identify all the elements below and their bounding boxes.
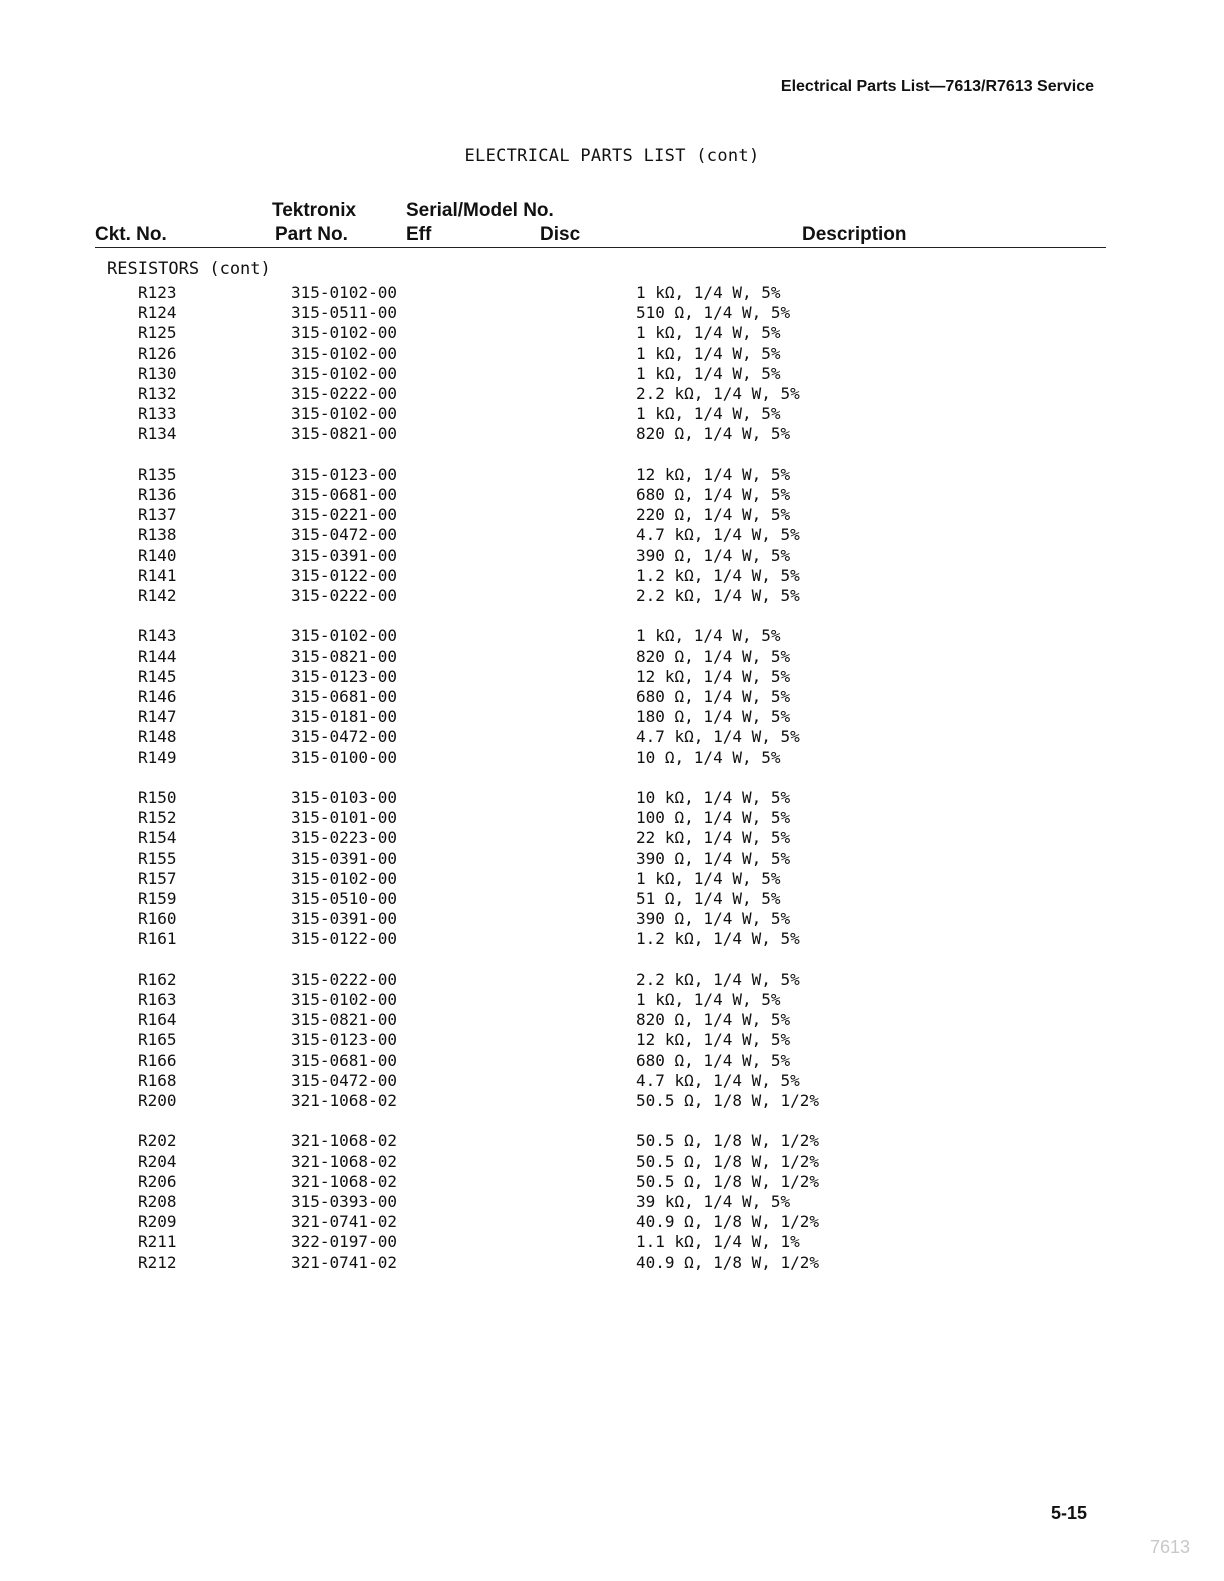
description-cell: 2.2 kΩ, 1/4 W, 5%: [636, 384, 800, 403]
description-cell: 1 kΩ, 1/4 W, 5%: [636, 323, 781, 343]
part-no-cell: 321-0741-02: [291, 1252, 397, 1272]
description-cell: 4.7 kΩ, 1/4 W, 5%: [636, 727, 800, 747]
part-no-cell: 315-0102-00: [291, 404, 397, 424]
description-cell: 180 Ω, 1/4 W, 5%: [636, 707, 791, 727]
part-no-cell: 315-0223-00: [291, 828, 397, 848]
ckt-no-cell: R206: [138, 1171, 177, 1191]
part-no-cell: 315-0102-00: [291, 990, 397, 1009]
column-header-serial-model: Serial/Model No.: [406, 200, 554, 221]
scan-watermark: 7613: [1150, 1537, 1191, 1557]
column-header-eff: Eff: [406, 224, 432, 245]
description-cell: 510 Ω, 1/4 W, 5%: [636, 303, 791, 323]
table-row: [0, 1131, 1224, 1151]
description-cell: 1.2 kΩ, 1/4 W, 5%: [636, 565, 800, 585]
description-cell: 390 Ω, 1/4 W, 5%: [636, 909, 791, 929]
part-no-cell: 315-0122-00: [291, 929, 397, 949]
ckt-no-cell: R143: [138, 626, 177, 646]
table-row: [0, 869, 1224, 889]
table-row: [0, 1253, 1224, 1273]
part-no-cell: 321-1068-02: [291, 1151, 397, 1171]
description-cell: 51 Ω, 1/4 W, 5%: [636, 889, 781, 908]
ckt-no-cell: R209: [138, 1212, 177, 1232]
table-row: [0, 546, 1224, 566]
table-row: [0, 909, 1224, 929]
table-row: [0, 1192, 1224, 1212]
part-no-cell: 321-1068-02: [291, 1171, 397, 1191]
part-no-cell: 315-0681-00: [291, 485, 397, 504]
ckt-no-cell: R141: [138, 565, 177, 585]
part-no-cell: 315-0222-00: [291, 586, 397, 605]
ckt-no-cell: R162: [138, 969, 177, 989]
ckt-no-cell: R211: [138, 1232, 177, 1252]
part-no-cell: 315-0123-00: [291, 464, 397, 484]
ckt-no-cell: R166: [138, 1050, 177, 1070]
description-cell: 10 kΩ, 1/4 W, 5%: [636, 788, 791, 807]
ckt-no-cell: R152: [138, 808, 177, 828]
ckt-no-cell: R163: [138, 990, 177, 1009]
table-row: [0, 707, 1224, 727]
part-no-cell: 315-0123-00: [291, 1030, 397, 1050]
part-no-cell: 315-0102-00: [291, 323, 397, 343]
part-no-cell: 315-0391-00: [291, 545, 397, 565]
page-title: ELECTRICAL PARTS LIST (cont): [464, 146, 760, 166]
description-cell: 2.2 kΩ, 1/4 W, 5%: [636, 586, 800, 605]
part-no-cell: 315-0821-00: [291, 1010, 397, 1030]
description-cell: 1 kΩ, 1/4 W, 5%: [636, 990, 781, 1009]
part-no-cell: 315-0100-00: [291, 747, 397, 767]
table-row: [0, 990, 1224, 1010]
ckt-no-cell: R149: [138, 747, 177, 767]
header-rule: [95, 247, 1106, 248]
description-cell: 1 kΩ, 1/4 W, 5%: [636, 626, 781, 646]
part-no-cell: 315-0181-00: [291, 707, 397, 727]
ckt-no-cell: R142: [138, 586, 177, 605]
table-row: [0, 626, 1224, 646]
description-cell: 10 Ω, 1/4 W, 5%: [636, 747, 781, 767]
ckt-no-cell: R200: [138, 1091, 177, 1110]
table-row: [0, 566, 1224, 586]
description-cell: 390 Ω, 1/4 W, 5%: [636, 545, 791, 565]
table-row: [0, 384, 1224, 404]
ckt-no-cell: R208: [138, 1192, 177, 1211]
description-cell: 820 Ω, 1/4 W, 5%: [636, 1010, 791, 1030]
column-header-tektronix: Tektronix: [272, 200, 357, 221]
table-row: [0, 929, 1224, 949]
ckt-no-cell: R130: [138, 363, 177, 383]
running-header: Electrical Parts List—7613/R7613 Service: [780, 78, 1094, 95]
part-no-cell: 315-0472-00: [291, 727, 397, 747]
ckt-no-cell: R165: [138, 1030, 177, 1050]
description-cell: 4.7 kΩ, 1/4 W, 5%: [636, 1070, 800, 1090]
description-cell: 1.1 kΩ, 1/4 W, 1%: [636, 1232, 800, 1252]
part-no-cell: 315-0222-00: [291, 969, 397, 989]
ckt-no-cell: R146: [138, 687, 177, 706]
table-row: [0, 485, 1224, 505]
table-row: [0, 303, 1224, 323]
table-row: [0, 1232, 1224, 1252]
ckt-no-cell: R202: [138, 1131, 177, 1151]
ckt-no-cell: R145: [138, 666, 177, 686]
description-cell: 4.7 kΩ, 1/4 W, 5%: [636, 525, 800, 545]
part-no-cell: 315-0511-00: [291, 303, 397, 323]
ckt-no-cell: R147: [138, 707, 177, 727]
description-cell: 820 Ω, 1/4 W, 5%: [636, 646, 791, 666]
part-no-cell: 315-0102-00: [291, 283, 397, 302]
part-no-cell: 315-0222-00: [291, 384, 397, 403]
description-cell: 680 Ω, 1/4 W, 5%: [636, 1050, 791, 1070]
table-row: [0, 748, 1224, 768]
ckt-no-cell: R135: [138, 464, 177, 484]
ckt-no-cell: R137: [138, 505, 177, 525]
description-cell: 12 kΩ, 1/4 W, 5%: [636, 1030, 791, 1050]
part-no-cell: 315-0123-00: [291, 666, 397, 686]
part-no-cell: 315-0102-00: [291, 868, 397, 888]
part-no-cell: 315-0472-00: [291, 525, 397, 545]
table-row: [0, 344, 1224, 364]
description-cell: 220 Ω, 1/4 W, 5%: [636, 505, 791, 525]
description-cell: 50.5 Ω, 1/8 W, 1/2%: [636, 1131, 820, 1151]
table-row: [0, 970, 1224, 990]
ckt-no-cell: R204: [138, 1151, 177, 1171]
part-no-cell: 315-0510-00: [291, 889, 397, 908]
ckt-no-cell: R123: [138, 283, 177, 302]
ckt-no-cell: R212: [138, 1252, 177, 1272]
part-no-cell: 321-1068-02: [291, 1091, 397, 1110]
part-no-cell: 315-0391-00: [291, 909, 397, 929]
description-cell: 1 kΩ, 1/4 W, 5%: [636, 343, 781, 363]
description-cell: 12 kΩ, 1/4 W, 5%: [636, 666, 791, 686]
part-no-cell: 315-0221-00: [291, 505, 397, 525]
description-cell: 680 Ω, 1/4 W, 5%: [636, 687, 791, 706]
ckt-no-cell: R150: [138, 788, 177, 807]
table-row: [0, 1051, 1224, 1071]
table-row: [0, 1172, 1224, 1192]
description-cell: 820 Ω, 1/4 W, 5%: [636, 424, 791, 444]
ckt-no-cell: R155: [138, 848, 177, 868]
table-row: [0, 1212, 1224, 1232]
part-no-cell: 322-0197-00: [291, 1232, 397, 1252]
table-row: [0, 424, 1224, 444]
ckt-no-cell: R168: [138, 1070, 177, 1090]
part-no-cell: 315-0681-00: [291, 687, 397, 706]
ckt-no-cell: R124: [138, 303, 177, 323]
ckt-no-cell: R164: [138, 1010, 177, 1030]
description-cell: 680 Ω, 1/4 W, 5%: [636, 485, 791, 504]
table-row: [0, 828, 1224, 848]
table-row: [0, 849, 1224, 869]
part-no-cell: 315-0103-00: [291, 788, 397, 807]
description-cell: 100 Ω, 1/4 W, 5%: [636, 808, 791, 828]
part-no-cell: 315-0821-00: [291, 424, 397, 444]
table-row: [0, 667, 1224, 687]
ckt-no-cell: R148: [138, 727, 177, 747]
part-no-cell: 321-0741-02: [291, 1212, 397, 1232]
description-cell: 40.9 Ω, 1/8 W, 1/2%: [636, 1252, 820, 1272]
part-no-cell: 315-0391-00: [291, 848, 397, 868]
table-row: [0, 889, 1224, 909]
table-row: [0, 1030, 1224, 1050]
table-row: [0, 323, 1224, 343]
ckt-no-cell: R133: [138, 404, 177, 424]
ckt-no-cell: R161: [138, 929, 177, 949]
part-no-cell: 315-0472-00: [291, 1070, 397, 1090]
description-cell: 1 kΩ, 1/4 W, 5%: [636, 868, 781, 888]
column-header-description: Description: [802, 224, 907, 245]
ckt-no-cell: R132: [138, 384, 177, 403]
part-no-cell: 315-0102-00: [291, 363, 397, 383]
description-cell: 50.5 Ω, 1/8 W, 1/2%: [636, 1151, 820, 1171]
ckt-no-cell: R134: [138, 424, 177, 444]
ckt-no-cell: R159: [138, 889, 177, 908]
part-no-cell: 321-1068-02: [291, 1131, 397, 1151]
ckt-no-cell: R138: [138, 525, 177, 545]
column-header-part-no: Part No.: [275, 224, 348, 245]
table-row: [0, 1010, 1224, 1030]
description-cell: 50.5 Ω, 1/8 W, 1/2%: [636, 1091, 820, 1110]
column-header-ckt-no: Ckt. No.: [95, 224, 167, 245]
table-row: [0, 586, 1224, 606]
page-number: 5-15: [1051, 1503, 1088, 1523]
table-row: [0, 687, 1224, 707]
ckt-no-cell: R144: [138, 646, 177, 666]
part-no-cell: 315-0681-00: [291, 1050, 397, 1070]
description-cell: 22 kΩ, 1/4 W, 5%: [636, 828, 791, 848]
description-cell: 1 kΩ, 1/4 W, 5%: [636, 404, 781, 424]
part-no-cell: 315-0821-00: [291, 646, 397, 666]
description-cell: 1 kΩ, 1/4 W, 5%: [636, 283, 781, 302]
table-row: [0, 505, 1224, 525]
ckt-no-cell: R136: [138, 485, 177, 504]
description-cell: 2.2 kΩ, 1/4 W, 5%: [636, 969, 800, 989]
table-row: [0, 283, 1224, 303]
table-row: [0, 404, 1224, 424]
table-row: [0, 465, 1224, 485]
ckt-no-cell: R140: [138, 545, 177, 565]
table-row: [0, 1071, 1224, 1091]
ckt-no-cell: R157: [138, 868, 177, 888]
ckt-no-cell: R160: [138, 909, 177, 929]
part-no-cell: 315-0101-00: [291, 808, 397, 828]
part-no-cell: 315-0393-00: [291, 1192, 397, 1211]
table-row: [0, 525, 1224, 545]
table-row: [0, 808, 1224, 828]
table-row: [0, 647, 1224, 667]
table-row: [0, 364, 1224, 384]
part-no-cell: 315-0122-00: [291, 565, 397, 585]
table-row: [0, 727, 1224, 747]
description-cell: 50.5 Ω, 1/8 W, 1/2%: [636, 1171, 820, 1191]
description-cell: 39 kΩ, 1/4 W, 5%: [636, 1192, 791, 1211]
description-cell: 1.2 kΩ, 1/4 W, 5%: [636, 929, 800, 949]
ckt-no-cell: R154: [138, 828, 177, 848]
part-no-cell: 315-0102-00: [291, 343, 397, 363]
part-no-cell: 315-0102-00: [291, 626, 397, 646]
ckt-no-cell: R125: [138, 323, 177, 343]
description-cell: 12 kΩ, 1/4 W, 5%: [636, 464, 791, 484]
ckt-no-cell: R126: [138, 343, 177, 363]
table-row: [0, 788, 1224, 808]
column-header-disc: Disc: [540, 224, 581, 245]
table-row: [0, 1152, 1224, 1172]
table-row: [0, 1091, 1224, 1111]
description-cell: 40.9 Ω, 1/8 W, 1/2%: [636, 1212, 820, 1232]
section-title: RESISTORS (cont): [107, 259, 271, 279]
description-cell: 390 Ω, 1/4 W, 5%: [636, 848, 791, 868]
description-cell: 1 kΩ, 1/4 W, 5%: [636, 363, 781, 383]
